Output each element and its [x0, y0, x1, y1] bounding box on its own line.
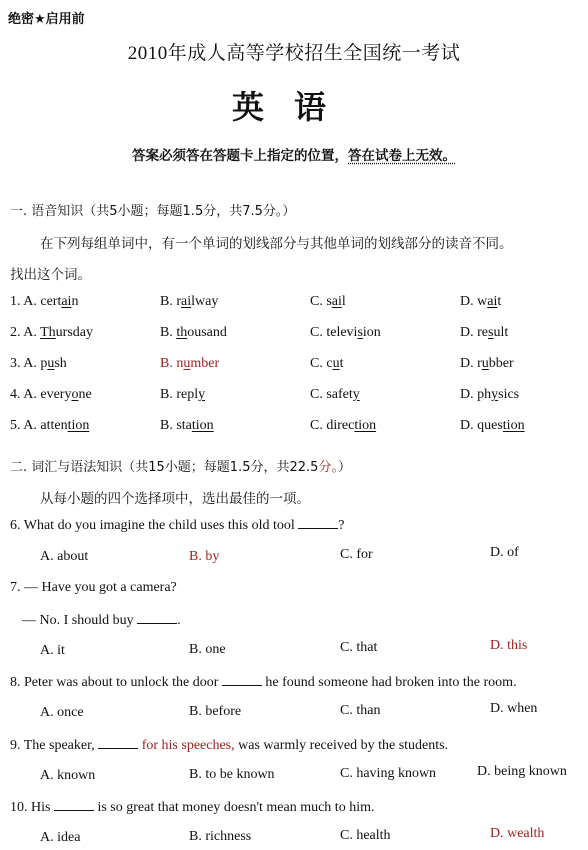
word-post: t — [497, 294, 502, 309]
q7-option-c: C. that — [340, 640, 378, 655]
underlined-part: u — [332, 356, 340, 371]
word-post: ursday — [55, 325, 93, 340]
word-pre: n — [176, 356, 184, 371]
option-letter: D. — [460, 387, 474, 402]
q1-option-a — [10, 294, 78, 310]
option-letter: C. — [310, 325, 323, 340]
q3-option-a — [10, 356, 67, 372]
q2-option-b — [160, 325, 227, 341]
q4-option-c — [310, 387, 360, 403]
option-letter: A. — [23, 418, 37, 433]
answer-blank — [298, 516, 338, 529]
q1-option-c — [310, 294, 346, 310]
option-letter: D. — [460, 418, 474, 433]
section2-heading-red: 分。 — [318, 460, 338, 475]
answer-notice — [0, 144, 588, 164]
q4-option-b — [160, 387, 205, 403]
option-letter: B. — [160, 325, 173, 340]
word-pre: c — [326, 356, 333, 371]
underlined-part: y — [352, 387, 360, 402]
underlined-part: y — [491, 387, 499, 402]
question-number: 5. — [10, 418, 21, 433]
q8-option-a: A. once — [40, 705, 84, 720]
underlined-part: ai — [61, 294, 72, 309]
underlined-part: tion — [502, 418, 525, 433]
q6-option-b: B. by — [189, 549, 220, 564]
underlined-part: u — [183, 356, 191, 371]
word-pre: p — [40, 356, 48, 371]
word-post: t — [339, 356, 344, 371]
q4-option-d — [460, 387, 519, 403]
q8-option-d: D. when — [490, 701, 538, 716]
option-letter: B. — [160, 418, 173, 433]
q2-option-a — [10, 325, 93, 341]
word-pre: re — [477, 325, 489, 340]
q7-option-a: A. it — [40, 643, 65, 658]
underlined-part: tion — [191, 418, 214, 433]
word-pre: ph — [477, 387, 492, 402]
section2-heading-main: 二. 词汇与语法知识（共15小题；每题1.5分，共22.5 — [10, 460, 319, 475]
option-letter: D. — [460, 325, 474, 340]
question-number: 1. — [10, 294, 21, 309]
section2-instruction: 从每小题的四个选择项中，选出最佳的一项。 — [40, 491, 310, 507]
word-pre: sta — [176, 418, 192, 433]
word-pre: r — [176, 294, 182, 309]
notice-prefix: 答案必须答在答题卡上指定的位置， — [132, 148, 348, 164]
q2-option-d — [460, 325, 508, 341]
word-pre: w — [477, 294, 488, 309]
word-post: bber — [488, 356, 514, 371]
q9-option-d: D. being known — [477, 764, 567, 779]
question-6-stem — [10, 516, 344, 534]
q1-option-d — [460, 294, 501, 310]
answer-blank — [54, 798, 94, 811]
q9-stem-red: for his speeches, — [141, 738, 235, 753]
question-number: 2. — [10, 325, 21, 340]
word-post: ion — [362, 325, 381, 340]
underlined-part: tion — [354, 418, 377, 433]
option-letter: A. — [23, 294, 37, 309]
question-number: 4. — [10, 387, 21, 402]
section1-instruction-line1: 在下列每组单词中，有一个单词的划线部分与其他单词的划线部分的读音不同。 — [40, 236, 513, 252]
q6-option-a: A. about — [40, 549, 89, 564]
q7-option-d: D. this — [490, 638, 528, 653]
underlined-part: y — [198, 387, 206, 402]
word-pre: r — [477, 356, 482, 371]
word-pre: atten — [40, 418, 68, 433]
option-letter: C. — [310, 418, 323, 433]
underlined-part: u — [47, 356, 55, 371]
q8-stem-pre: 8. Peter was about to unlock the door — [10, 675, 219, 690]
subject-title: 英语 — [231, 88, 356, 126]
q10-stem-post: is so great that money doesn't mean much to him. — [97, 800, 375, 815]
question-8-stem — [10, 673, 517, 691]
q10-option-c: C. health — [340, 828, 391, 843]
q8-stem-post: he found someone had broken into the room. — [265, 675, 517, 690]
section2-heading-end: ） — [337, 460, 351, 475]
q6-stem-post: ? — [338, 518, 345, 533]
option-letter: C. — [310, 387, 323, 402]
answer-blank — [137, 611, 177, 624]
word-post: ne — [78, 387, 92, 402]
question-number: 3. — [10, 356, 21, 371]
question-7-line2 — [22, 611, 181, 629]
option-letter: C. — [310, 356, 323, 371]
word-post: mber — [190, 356, 220, 371]
q3-option-b — [160, 356, 219, 372]
q5-option-a — [10, 418, 89, 434]
q6-stem-pre: 6. What do you imagine the child uses this old tool — [10, 518, 295, 533]
section1-instruction-line2: 找出这个词。 — [10, 267, 91, 283]
confidential-label: 绝密★启用前 — [8, 12, 85, 27]
word-pre: s — [326, 294, 332, 309]
q9-stem-pre: 9. The speaker, — [10, 738, 95, 753]
q7-option-b: B. one — [189, 642, 226, 657]
underlined-part: o — [71, 387, 79, 402]
underlined-part: tion — [67, 418, 90, 433]
q5-option-c — [310, 418, 376, 434]
underlined-part: u — [481, 356, 489, 371]
notice-emphasis: 答在试卷上无效。 — [348, 148, 456, 164]
word-post: sh — [54, 356, 67, 371]
word-pre: cert — [40, 294, 62, 309]
word-post: sics — [498, 387, 520, 402]
underlined-part: ai — [487, 294, 498, 309]
q6-option-d: D. of — [490, 545, 519, 560]
word-post: l — [341, 294, 346, 309]
underlined-part: ai — [331, 294, 342, 309]
word-post: n — [71, 294, 79, 309]
answer-blank — [98, 736, 138, 749]
word-post: ult — [493, 325, 509, 340]
section1-heading: 一. 语音知识（共5小题；每题1.5分，共7.5分。） — [10, 204, 296, 219]
option-letter: B. — [160, 294, 173, 309]
option-letter: B. — [160, 356, 173, 371]
q10-option-a: A. idea — [40, 830, 81, 845]
word-pre: ques — [477, 418, 503, 433]
q5-option-b — [160, 418, 214, 434]
section2-heading — [10, 456, 351, 475]
option-letter: A. — [23, 356, 37, 371]
option-letter: B. — [160, 387, 173, 402]
option-letter: A. — [23, 387, 37, 402]
word-pre: televi — [326, 325, 358, 340]
question-7-line1: 7. — Have you got a camera? — [10, 580, 177, 595]
q6-option-c: C. for — [340, 547, 373, 562]
option-letter: A. — [23, 325, 37, 340]
question-10-stem — [10, 798, 374, 816]
word-pre: direc — [326, 418, 355, 433]
q7-line2-pre: — No. I should buy — [22, 613, 134, 628]
q9-option-c: C. having known — [340, 766, 437, 781]
question-9-stem — [10, 736, 448, 754]
option-letter: D. — [460, 356, 474, 371]
q8-option-c: C. than — [340, 703, 381, 718]
q3-option-c — [310, 356, 343, 372]
word-post: ousand — [187, 325, 227, 340]
word-pre: every — [40, 387, 72, 402]
q3-option-d — [460, 356, 514, 372]
word-pre: repl — [176, 387, 199, 402]
q10-option-d: D. wealth — [490, 826, 545, 841]
underlined-part: th — [176, 325, 188, 340]
option-letter: D. — [460, 294, 474, 309]
underlined-part: Th — [40, 325, 56, 340]
q9-option-a: A. known — [40, 768, 96, 783]
option-letter: C. — [310, 294, 323, 309]
q8-option-b: B. before — [189, 704, 242, 719]
underlined-part: ai — [181, 294, 192, 309]
q10-option-b: B. richness — [189, 829, 252, 844]
word-post: lway — [191, 294, 219, 309]
q5-option-d — [460, 418, 525, 434]
underlined-part: s — [357, 325, 363, 340]
q10-stem-pre: 10. His — [10, 800, 51, 815]
q1-option-b — [160, 294, 218, 310]
answer-blank — [222, 673, 262, 686]
underlined-part: s — [488, 325, 494, 340]
exam-title: 2010年成人高等学校招生全国统一考试 — [127, 43, 461, 64]
q4-option-a — [10, 387, 92, 403]
word-pre: safet — [326, 387, 353, 402]
q2-option-c — [310, 325, 381, 341]
q9-option-b: B. to be known — [189, 767, 275, 782]
q9-stem-post: was warmly received by the students. — [238, 738, 449, 753]
q7-line2-post: . — [177, 613, 181, 628]
